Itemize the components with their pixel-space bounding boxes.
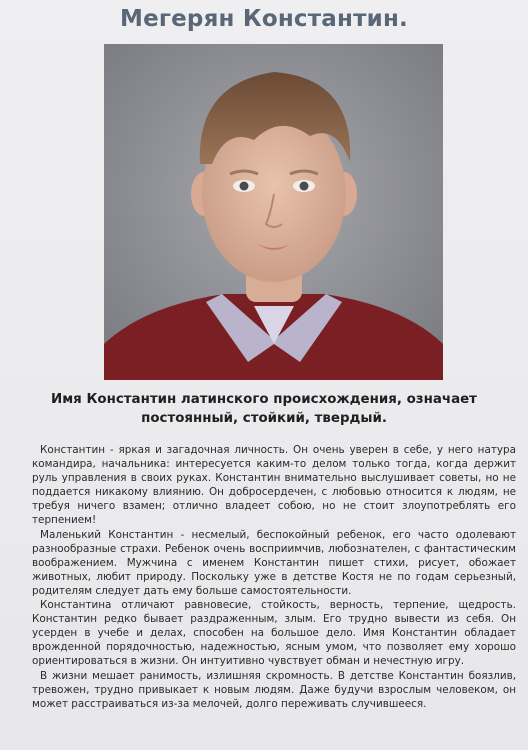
paragraph: Константин - яркая и загадочная личность. Он очень уверен в себе, у него натура командира, начальника: интересуется каким-то делом только тогда, когда держит руль управления в своих руках. Константин внимательно выслушивает советы, но не поддается никакому влиянию. Он добросердечен, с любовью относится к людям, не требуя ничего взамен; отлично владеет собою, но не стоит злоупотреблять его терпением! (32, 444, 516, 527)
paragraph: Константина отличают равновесие, стойкость, верность, терпение, щедрость. Константин редко бывает раздраженным, злым. Его трудно вывести из себя. Он усерден в учебе и делах, способен на большое дело. Имя Константин обладает врожденной порядочностью, надежностью, ясным умом, что позволяет ему хорошо ориентироваться в жизни. Он интуитивно чувствует обман и нечестную игру. (32, 599, 516, 668)
paragraph: В жизни мешает ранимость, излишняя скромность. В детстве Константин боязлив, тревожен, трудно привыкает к новым людям. Даже будучи взрослым человеком, он может расстраиваться из-за мелочей, долго переживать случившееся. (32, 669, 516, 710)
name-meaning-heading (40, 390, 488, 428)
portrait-photo (104, 44, 443, 380)
name-meaning-line-1: Имя Константин латинского происхождения, означает (51, 392, 477, 407)
child-portrait-icon (104, 44, 443, 380)
description-body (32, 443, 516, 711)
paragraph: Маленький Константин - несмелый, беспокойный ребенок, его часто одолевают разнообразные страхи. Ребенок очень восприимчив, любознателен, с фантастическим воображением. Мужчина с именем Константин пишет стихи, рисует, обожает животных, любит природу. Поскольку уже в детстве Костя не по годам серьезный, родителям следует дать ему больше самостоятельности. (32, 528, 516, 597)
page-title: Мегерян Константин. (120, 6, 408, 32)
name-meaning-line-2: постоянный, стойкий, твердый. (141, 411, 387, 426)
